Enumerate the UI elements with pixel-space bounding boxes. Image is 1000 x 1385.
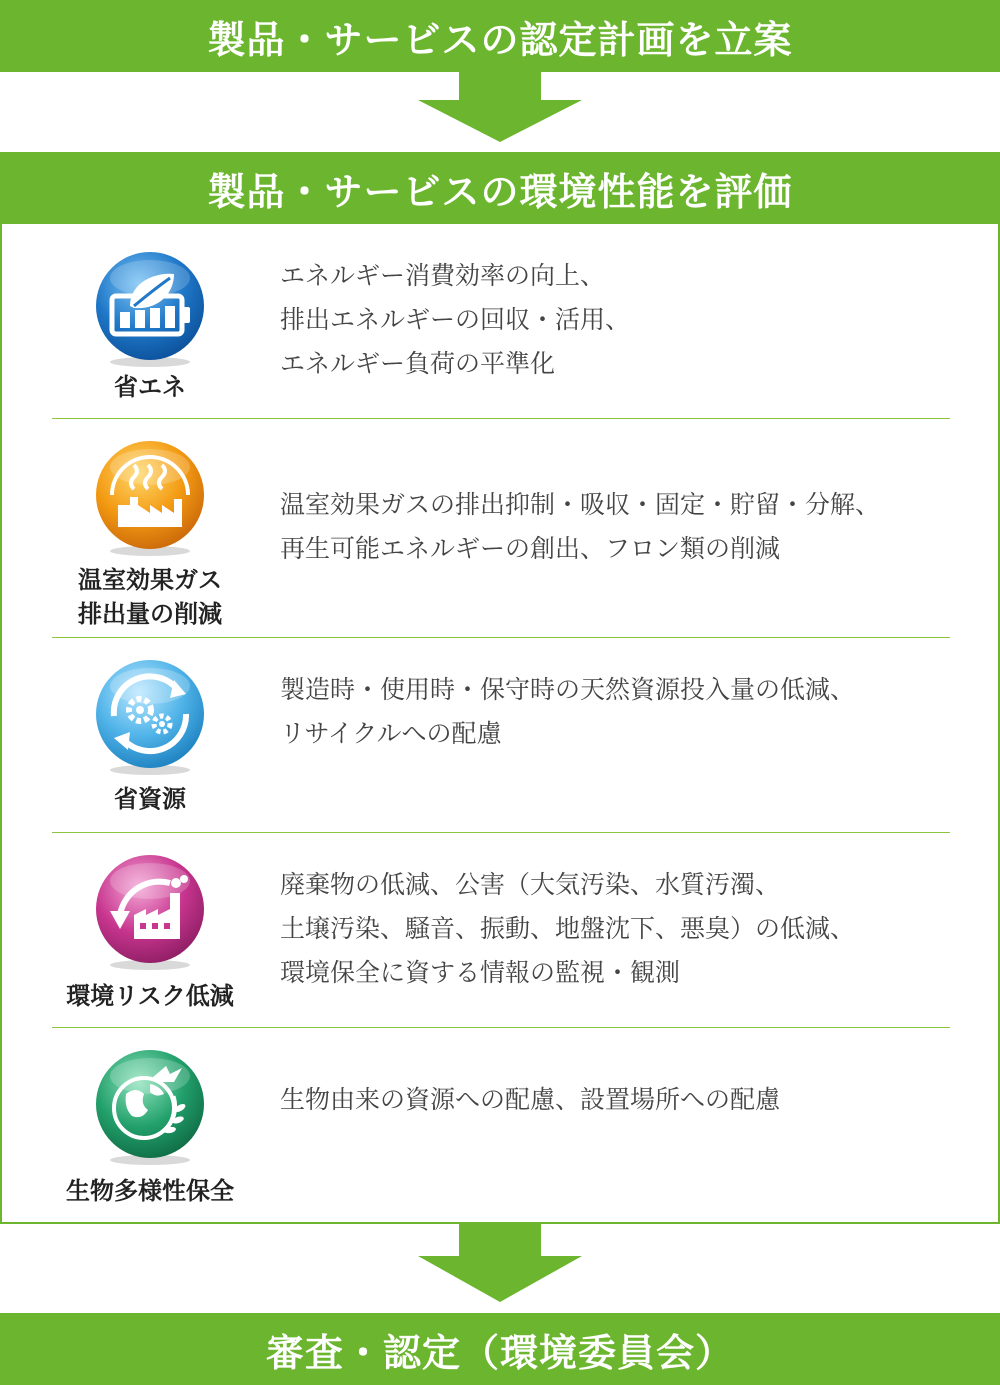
category-row-resource-saving	[2, 638, 998, 832]
category-description: 温室効果ガスの排出抑制・吸収・固定・貯留・分解、 再生可能エネルギーの創出、フロン類の削減	[280, 490, 881, 563]
category-description: 製造時・使用時・保守時の天然資源投入量の低減、 リサイクルへの配慮	[280, 675, 856, 748]
plan-step-label: 製品・サービスの認定計画を立案	[207, 17, 793, 62]
category-label: 生物多様性保全	[66, 1177, 234, 1205]
evaluation-panel	[0, 152, 1000, 1224]
gears-recycle-icon	[90, 658, 210, 778]
category-description: 廃棄物の低減、公害（大気汚染、水質汚濁、 土壌汚染、騒音、振動、地盤沈下、悪臭）の低減、 環境保全に資する情報の監視・観測	[280, 870, 856, 987]
category-label: 省資源	[114, 785, 186, 813]
down-arrow-icon	[418, 1224, 582, 1302]
globe-bird-icon	[90, 1048, 210, 1168]
category-description: 生物由来の資源への配慮、設置場所への配慮	[280, 1085, 781, 1114]
review-step-bar	[0, 1313, 1000, 1385]
factory-heat-icon	[90, 439, 210, 559]
review-step-label: 審査・認定（環境委員会）	[265, 1330, 734, 1375]
category-label: 温室効果ガス 排出量の削減	[78, 566, 222, 628]
evaluation-step-bar	[0, 152, 1000, 224]
category-label: 環境リスク低減	[66, 982, 234, 1010]
leaf-battery-icon	[90, 250, 210, 370]
category-row-biodiversity	[2, 1028, 998, 1222]
evaluation-step-label: 製品・サービスの環境性能を評価	[207, 169, 793, 214]
category-row-energy-saving	[2, 224, 998, 418]
factory-arrow-icon	[90, 853, 210, 973]
category-row-ghg-reduction	[2, 419, 998, 637]
category-row-environmental-risk	[2, 833, 998, 1027]
category-description: エネルギー消費効率の向上、 排出エネルギーの回収・活用、 エネルギー負荷の平準化	[280, 261, 631, 378]
category-label: 省エネ	[114, 373, 186, 401]
plan-step-bar	[0, 0, 1000, 72]
down-arrow-icon	[418, 72, 582, 142]
